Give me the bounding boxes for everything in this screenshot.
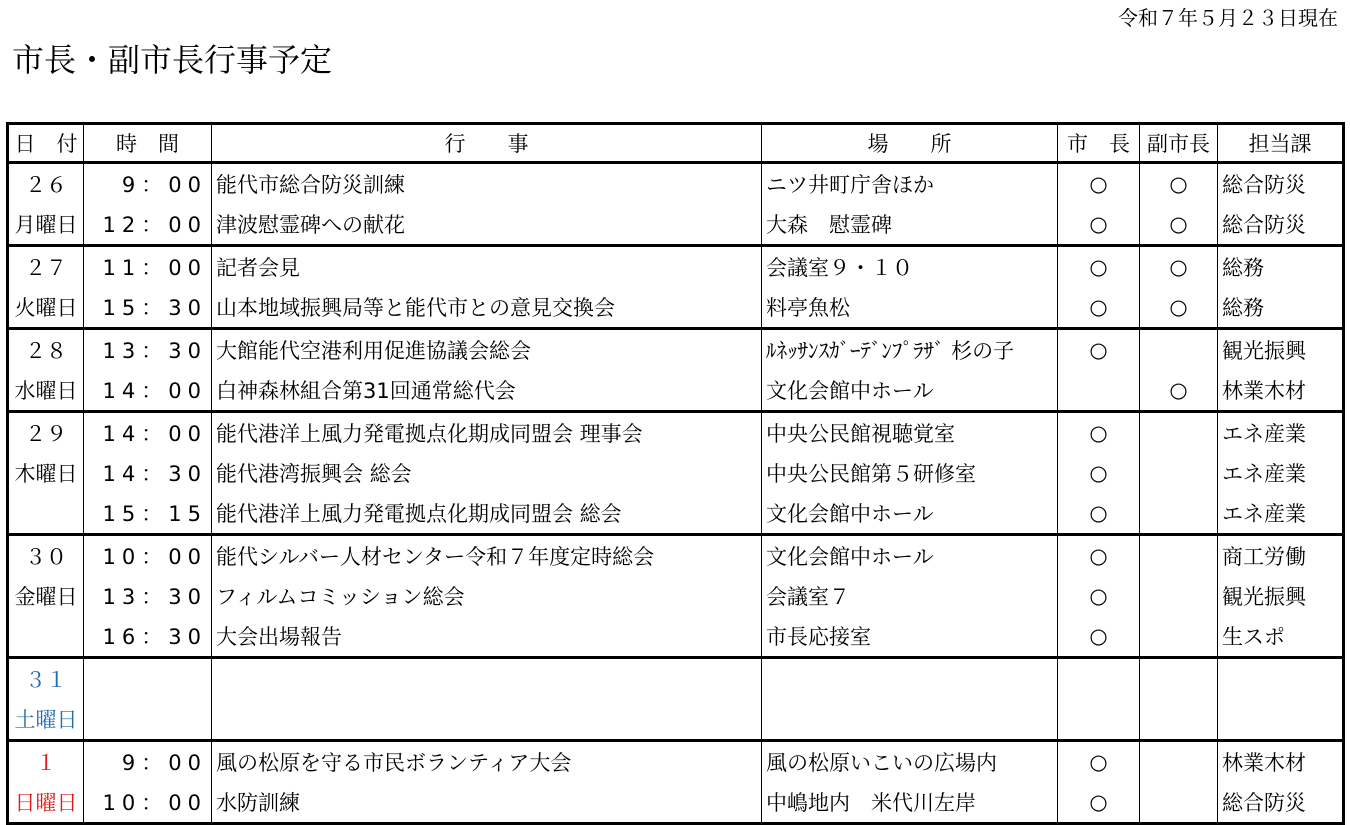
table-row <box>8 782 1344 824</box>
time-cell: 16：30 <box>84 616 212 658</box>
date-cell: ２９ <box>8 412 84 454</box>
mayor-mark: ○ <box>1058 204 1140 246</box>
place-cell: ﾙﾈｯｻﾝｽｶﾞｰﾃﾞﾝﾌﾟﾗｻﾞ 杉の子 <box>762 329 1058 371</box>
vice-mayor-mark: ○ <box>1140 163 1218 205</box>
vice-mayor-mark: ○ <box>1140 370 1218 412</box>
dept-cell: 林業木材 <box>1218 741 1344 783</box>
dept-cell: 林業木材 <box>1218 370 1344 412</box>
time-cell: 13：30 <box>84 576 212 616</box>
date-cell: ３１ <box>8 658 84 700</box>
table-row <box>8 453 1344 493</box>
dept-cell: 総合防災 <box>1218 782 1344 824</box>
time-cell: 14：30 <box>84 453 212 493</box>
vice-mayor-mark <box>1140 453 1218 493</box>
vice-mayor-mark <box>1140 576 1218 616</box>
column-header-dept: 担当課 <box>1218 124 1344 163</box>
table-row <box>8 412 1344 454</box>
event-cell <box>212 658 762 700</box>
place-cell: 文化会館中ホール <box>762 370 1058 412</box>
event-cell: 水防訓練 <box>212 782 762 824</box>
time-cell: 14：00 <box>84 412 212 454</box>
place-cell: 会議室７ <box>762 576 1058 616</box>
mayor-mark: ○ <box>1058 163 1140 205</box>
vice-mayor-mark <box>1140 412 1218 454</box>
event-cell: 大会出場報告 <box>212 616 762 658</box>
time-cell: 9：00 <box>84 741 212 783</box>
date-cell: ２８ <box>8 329 84 371</box>
place-cell: 中央公民館第５研修室 <box>762 453 1058 493</box>
dept-cell: エネ産業 <box>1218 412 1344 454</box>
date-cell: 水曜日 <box>8 370 84 412</box>
date-cell <box>8 493 84 535</box>
time-cell: 13：30 <box>84 329 212 371</box>
event-cell: 能代シルバー人材センター令和７年度定時総会 <box>212 535 762 577</box>
vice-mayor-mark: ○ <box>1140 204 1218 246</box>
place-cell: 文化会館中ホール <box>762 493 1058 535</box>
column-header-vice-mayor: 副市長 <box>1140 124 1218 163</box>
table-row <box>8 287 1344 329</box>
table-row <box>8 370 1344 412</box>
vice-mayor-mark: ○ <box>1140 246 1218 288</box>
dept-cell: 総務 <box>1218 246 1344 288</box>
place-cell: 中嶋地内 米代川左岸 <box>762 782 1058 824</box>
time-cell: 12：00 <box>84 204 212 246</box>
mayor-mark: ○ <box>1058 616 1140 658</box>
event-cell: 能代市総合防災訓練 <box>212 163 762 205</box>
place-cell: 市長応接室 <box>762 616 1058 658</box>
place-cell: 会議室９・１０ <box>762 246 1058 288</box>
mayor-mark: ○ <box>1058 576 1140 616</box>
event-cell: 記者会見 <box>212 246 762 288</box>
dept-cell: 生スポ <box>1218 616 1344 658</box>
column-header-event: 行 事 <box>212 124 762 163</box>
page-title: 市長・副市長行事予定 <box>12 41 333 79</box>
place-cell: 料亭魚松 <box>762 287 1058 329</box>
place-cell: 文化会館中ホール <box>762 535 1058 577</box>
dept-cell: エネ産業 <box>1218 453 1344 493</box>
vice-mayor-mark <box>1140 658 1218 700</box>
vice-mayor-mark <box>1140 782 1218 824</box>
place-cell: 風の松原いこいの広場内 <box>762 741 1058 783</box>
place-cell: 大森 慰霊碑 <box>762 204 1058 246</box>
event-cell: 能代港洋上風力発電拠点化期成同盟会 総会 <box>212 493 762 535</box>
date-cell: 日曜日 <box>8 782 84 824</box>
dept-cell <box>1218 699 1344 741</box>
dept-cell: 観光振興 <box>1218 576 1344 616</box>
mayor-mark: ○ <box>1058 741 1140 783</box>
mayor-mark: ○ <box>1058 782 1140 824</box>
date-cell: １ <box>8 741 84 783</box>
event-cell: フィルムコミッション総会 <box>212 576 762 616</box>
mayor-mark: ○ <box>1058 412 1140 454</box>
event-cell: 大館能代空港利用促進協議会総会 <box>212 329 762 371</box>
mayor-mark <box>1058 370 1140 412</box>
dept-cell: 総務 <box>1218 287 1344 329</box>
vice-mayor-mark <box>1140 493 1218 535</box>
event-cell: 能代港湾振興会 総会 <box>212 453 762 493</box>
date-cell: 月曜日 <box>8 204 84 246</box>
table-row <box>8 246 1344 288</box>
date-cell: 土曜日 <box>8 699 84 741</box>
event-cell: 風の松原を守る市民ボランティア大会 <box>212 741 762 783</box>
place-cell: 中央公民館視聴覚室 <box>762 412 1058 454</box>
date-cell: ２６ <box>8 163 84 205</box>
date-cell: 木曜日 <box>8 453 84 493</box>
dept-cell: 総合防災 <box>1218 204 1344 246</box>
vice-mayor-mark <box>1140 535 1218 577</box>
time-cell: 11：00 <box>84 246 212 288</box>
date-cell <box>8 616 84 658</box>
mayor-mark: ○ <box>1058 493 1140 535</box>
table-row <box>8 741 1344 783</box>
dept-cell: 観光振興 <box>1218 329 1344 371</box>
table-row <box>8 163 1344 205</box>
mayor-mark <box>1058 699 1140 741</box>
time-cell: 14：00 <box>84 370 212 412</box>
dept-cell: 総合防災 <box>1218 163 1344 205</box>
dept-cell: エネ産業 <box>1218 493 1344 535</box>
vice-mayor-mark: ○ <box>1140 287 1218 329</box>
schedule-table <box>6 122 1345 825</box>
dept-cell: 商工労働 <box>1218 535 1344 577</box>
table-row <box>8 535 1344 577</box>
place-cell: ニツ井町庁舎ほか <box>762 163 1058 205</box>
mayor-mark: ○ <box>1058 453 1140 493</box>
table-row <box>8 329 1344 371</box>
time-cell: 9：00 <box>84 163 212 205</box>
vice-mayor-mark <box>1140 741 1218 783</box>
as-of-date: 令和７年５月２３日現在 <box>1118 6 1338 30</box>
time-cell: 15：30 <box>84 287 212 329</box>
event-cell: 能代港洋上風力発電拠点化期成同盟会 理事会 <box>212 412 762 454</box>
vice-mayor-mark <box>1140 329 1218 371</box>
date-cell: ２７ <box>8 246 84 288</box>
table-row <box>8 658 1344 700</box>
place-cell <box>762 699 1058 741</box>
mayor-mark: ○ <box>1058 535 1140 577</box>
time-cell <box>84 699 212 741</box>
event-cell: 山本地域振興局等と能代市との意見交換会 <box>212 287 762 329</box>
table-row <box>8 576 1344 616</box>
table-row <box>8 616 1344 658</box>
time-cell: 10：00 <box>84 782 212 824</box>
time-cell: 10：00 <box>84 535 212 577</box>
event-cell: 白神森林組合第31回通常総代会 <box>212 370 762 412</box>
date-cell: ３０ <box>8 535 84 577</box>
vice-mayor-mark <box>1140 699 1218 741</box>
table-row <box>8 204 1344 246</box>
event-cell: 津波慰霊碑への献花 <box>212 204 762 246</box>
table-row <box>8 699 1344 741</box>
column-header-place: 場 所 <box>762 124 1058 163</box>
place-cell <box>762 658 1058 700</box>
event-cell <box>212 699 762 741</box>
date-cell: 金曜日 <box>8 576 84 616</box>
dept-cell <box>1218 658 1344 700</box>
mayor-mark: ○ <box>1058 246 1140 288</box>
time-cell: 15：15 <box>84 493 212 535</box>
vice-mayor-mark <box>1140 616 1218 658</box>
column-header-mayor: 市 長 <box>1058 124 1140 163</box>
header-row <box>8 124 1344 163</box>
column-header-date: 日 付 <box>8 124 84 163</box>
date-cell: 火曜日 <box>8 287 84 329</box>
mayor-mark: ○ <box>1058 329 1140 371</box>
table-row <box>8 493 1344 535</box>
time-cell <box>84 658 212 700</box>
column-header-time: 時 間 <box>84 124 212 163</box>
mayor-mark: ○ <box>1058 287 1140 329</box>
mayor-mark <box>1058 658 1140 700</box>
